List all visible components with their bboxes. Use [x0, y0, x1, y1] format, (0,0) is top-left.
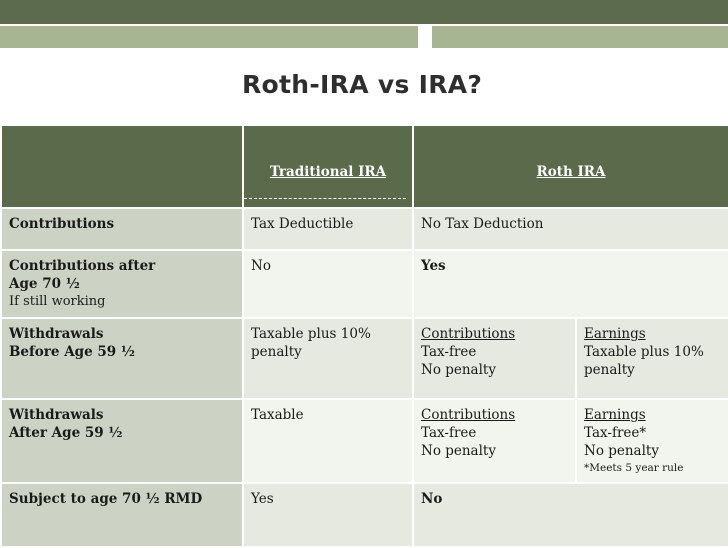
header-blank-cell	[1, 125, 243, 208]
roth-contributions-cell	[413, 318, 576, 399]
row-label-rmd: Subject to age 70 ½ RMD	[1, 483, 243, 547]
label-line: Withdrawals	[9, 407, 104, 423]
cell-line: penalty	[584, 362, 635, 378]
table-row	[1, 399, 728, 483]
comparison-table	[0, 124, 728, 548]
cell-line: No penalty	[421, 443, 496, 459]
traditional-cell: No	[243, 250, 413, 318]
label-line: Contributions after	[9, 258, 156, 274]
label-line: Age 70 ½	[9, 276, 80, 292]
cell-line: Taxable plus 10%	[251, 326, 371, 342]
cell-line: No penalty	[584, 443, 659, 459]
table-row	[1, 208, 728, 250]
row-label-contributions: Contributions	[1, 208, 243, 250]
roth-earnings-cell	[576, 399, 728, 483]
cell-line: Tax-free	[421, 425, 477, 441]
table-row	[1, 250, 728, 318]
accent-strip-right	[432, 26, 728, 48]
accent-strip-left	[0, 26, 418, 48]
earnings-heading: Earnings	[584, 326, 646, 342]
header-divider	[244, 198, 406, 199]
label-line: Before Age 59 ½	[9, 344, 135, 360]
row-label-contributions-after-70	[1, 250, 243, 318]
roth-cell: No Tax Deduction	[413, 208, 728, 250]
header-traditional-ira: Traditional IRA	[269, 163, 387, 180]
cell-line: penalty	[251, 344, 302, 360]
slide-title: Roth-IRA vs IRA?	[242, 70, 483, 99]
row-label-withdrawals-after-59	[1, 399, 243, 483]
header-traditional-cell	[243, 125, 413, 208]
cell-line: No penalty	[421, 362, 496, 378]
traditional-cell: Tax Deductible	[243, 208, 413, 250]
row-label-withdrawals-before-59	[1, 318, 243, 399]
label-line: Withdrawals	[9, 326, 104, 342]
earnings-heading: Earnings	[584, 407, 646, 423]
cell-line: Tax-free*	[584, 425, 647, 441]
contributions-heading: Contributions	[421, 326, 516, 342]
table-row	[1, 483, 728, 547]
cell-line: Taxable plus 10%	[584, 344, 704, 360]
traditional-cell: Yes	[243, 483, 413, 547]
roth-cell: No	[413, 483, 728, 547]
roth-earnings-cell	[576, 318, 728, 399]
label-line: After Age 59 ½	[9, 425, 123, 441]
footnote: *Meets 5 year rule	[584, 462, 684, 474]
roth-cell: Yes	[413, 250, 728, 318]
cell-line: Tax-free	[421, 344, 477, 360]
traditional-cell: Taxable	[243, 399, 413, 483]
traditional-cell	[243, 318, 413, 399]
label-subtext: If still working	[9, 294, 106, 309]
header-roth-ira: Roth IRA	[536, 163, 606, 180]
table-header-row	[1, 125, 728, 208]
contributions-heading: Contributions	[421, 407, 516, 423]
roth-contributions-cell	[413, 399, 576, 483]
table-row	[1, 318, 728, 399]
top-banner-bar	[0, 0, 728, 24]
header-roth-cell	[413, 125, 728, 208]
